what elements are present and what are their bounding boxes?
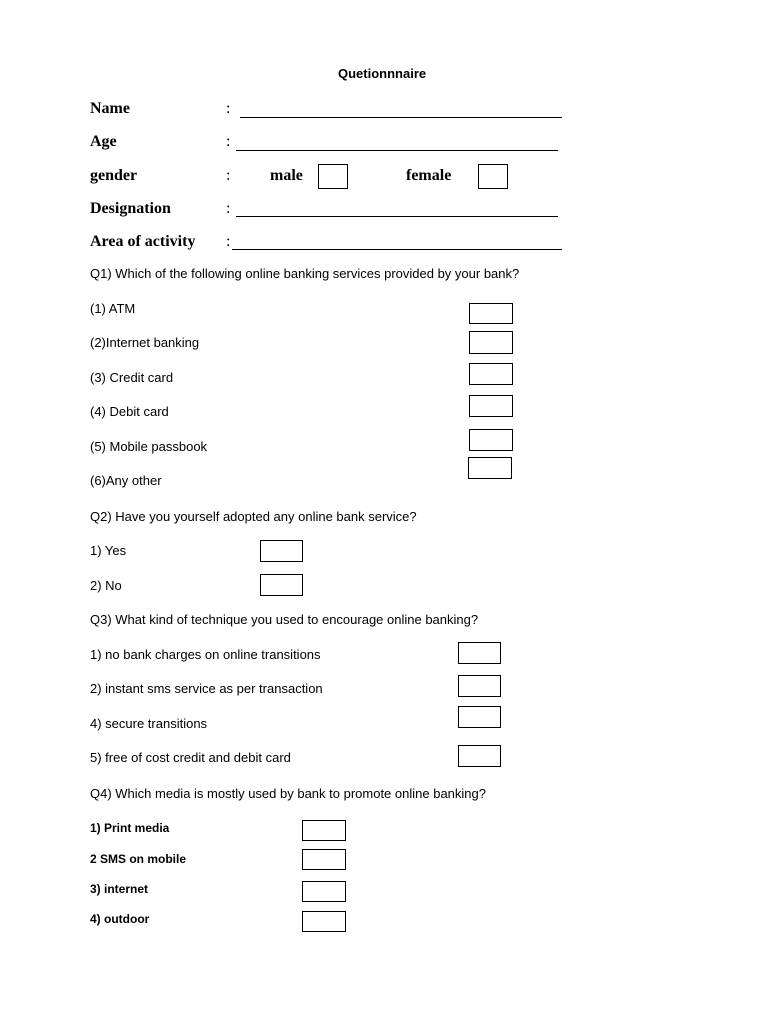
area-of-activity-colon: :	[226, 233, 231, 250]
gender-female-checkbox[interactable]	[478, 164, 508, 189]
gender-female-label: female	[406, 167, 452, 184]
q3-option-no-bank-charges: 1) no bank charges on online transitions	[90, 647, 321, 662]
q4-checkbox-sms-on-mobile[interactable]	[302, 849, 346, 870]
age-colon: :	[226, 133, 231, 150]
designation-label: Designation	[90, 200, 171, 217]
name-colon: :	[226, 100, 231, 117]
q4-option-internet: 3) internet	[90, 882, 149, 896]
q1-option-internet-banking: (2)Internet banking	[90, 335, 200, 350]
q1-option-credit-card: (3) Credit card	[90, 370, 174, 385]
q1-checkbox-any-other[interactable]	[468, 457, 512, 479]
q2-checkbox-yes[interactable]	[260, 540, 303, 562]
q4-checkbox-outdoor[interactable]	[302, 911, 346, 932]
q4-option-outdoor: 4) outdoor	[90, 912, 150, 926]
q2-option-yes: 1) Yes	[90, 543, 127, 558]
q1-checkbox-credit-card[interactable]	[469, 363, 513, 385]
gender-label: gender	[90, 167, 138, 184]
q1-option-mobile-passbook: (5) Mobile passbook	[90, 439, 208, 454]
q3-checkbox-no-bank-charges[interactable]	[458, 642, 501, 664]
q1-question: Q1) Which of the following online banking services provided by your bank?	[90, 266, 520, 281]
age-field[interactable]	[236, 150, 558, 151]
designation-field[interactable]	[236, 216, 558, 217]
q4-checkbox-internet[interactable]	[302, 881, 346, 902]
q1-checkbox-mobile-passbook[interactable]	[469, 429, 513, 451]
age-label: Age	[90, 133, 117, 150]
area-of-activity-field[interactable]	[232, 249, 562, 250]
q3-checkbox-secure-transitions[interactable]	[458, 706, 501, 728]
page-title: Quetionnnaire	[338, 66, 427, 81]
gender-colon: :	[226, 167, 231, 184]
area-of-activity-label: Area of activity	[90, 233, 196, 250]
designation-colon: :	[226, 200, 231, 217]
q3-checkbox-instant-sms[interactable]	[458, 675, 501, 697]
q4-option-print-media: 1) Print media	[90, 821, 170, 835]
gender-male-checkbox[interactable]	[318, 164, 348, 189]
q1-option-atm: (1) ATM	[90, 301, 136, 316]
q4-option-sms-on-mobile: 2 SMS on mobile	[90, 852, 187, 866]
q1-option-any-other: (6)Any other	[90, 473, 162, 488]
q3-option-instant-sms: 2) instant sms service as per transaction	[90, 681, 323, 696]
q1-checkbox-atm[interactable]	[469, 303, 513, 324]
q3-question: Q3) What kind of technique you used to encourage online banking?	[90, 612, 479, 627]
q2-question: Q2) Have you yourself adopted any online bank service?	[90, 509, 417, 524]
q1-option-debit-card: (4) Debit card	[90, 404, 169, 419]
q3-option-secure-transitions: 4) secure transitions	[90, 716, 208, 731]
gender-male-label: male	[270, 167, 303, 184]
q3-option-free-cards: 5) free of cost credit and debit card	[90, 750, 291, 765]
q1-checkbox-debit-card[interactable]	[469, 395, 513, 417]
name-label: Name	[90, 100, 130, 117]
q4-question: Q4) Which media is mostly used by bank to promote online banking?	[90, 786, 486, 801]
q1-checkbox-internet-banking[interactable]	[469, 331, 513, 354]
q4-checkbox-print-media[interactable]	[302, 820, 346, 841]
q2-option-no: 2) No	[90, 578, 122, 593]
name-field[interactable]	[240, 117, 562, 118]
q2-checkbox-no[interactable]	[260, 574, 303, 596]
q3-checkbox-free-cards[interactable]	[458, 745, 501, 767]
